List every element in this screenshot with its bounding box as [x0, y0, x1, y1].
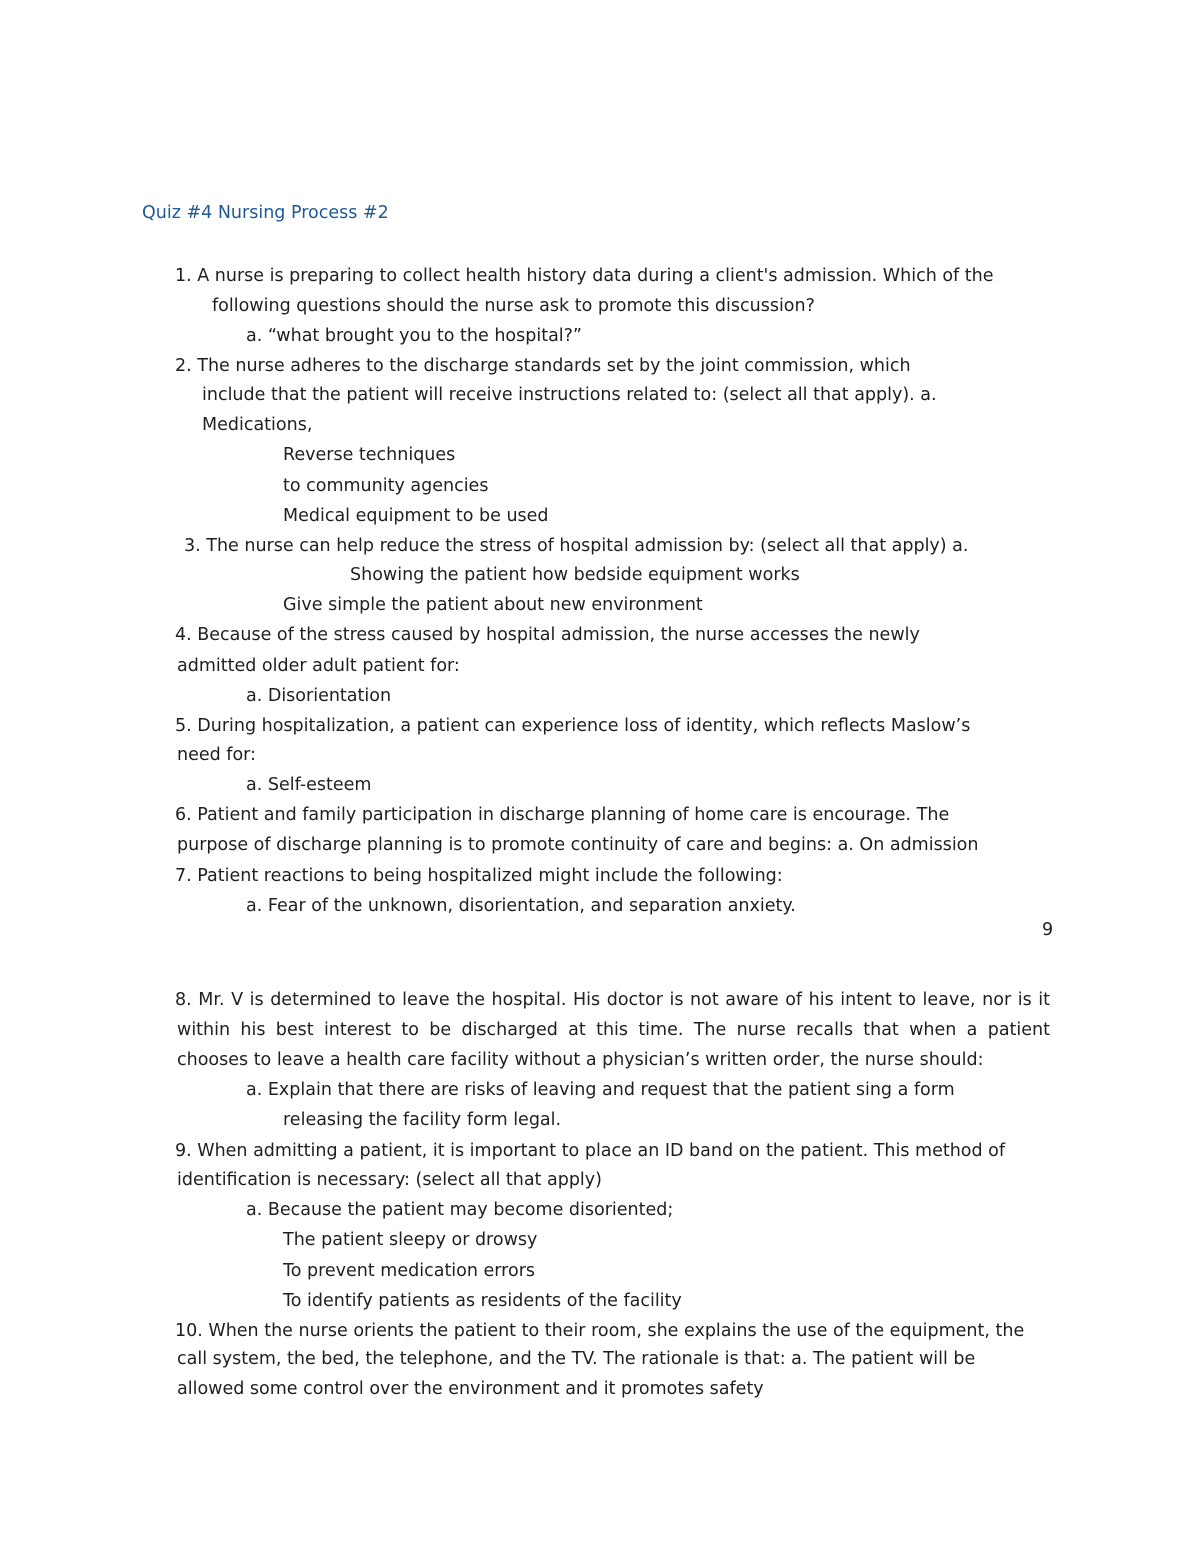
question-1-answer: a. “what brought you to the hospital?”: [246, 326, 583, 346]
question-8-line-1: 8. Mr. V is determined to leave the hospital. His doctor is not aware of his intent to leave, nor is it: [175, 990, 1050, 1010]
question-5-line-2: need for:: [177, 745, 256, 765]
question-2-line-1: 2. The nurse adheres to the discharge standards set by the joint commission, which: [175, 356, 911, 376]
question-2-answer-2: to community agencies: [283, 476, 489, 496]
question-9-answer-3: To prevent medication errors: [283, 1261, 536, 1281]
page-number: 9: [1042, 920, 1054, 940]
question-2-line-3: Medications,: [202, 415, 313, 435]
question-9-answer-2: The patient sleepy or drowsy: [283, 1230, 538, 1250]
question-2-answer-1: Reverse techniques: [283, 445, 456, 465]
question-7-line-1: 7. Patient reactions to being hospitalized might include the following:: [175, 866, 783, 886]
question-5-answer: a. Self-esteem: [246, 775, 372, 795]
question-9-line-2: identification is necessary: (select all that apply): [177, 1170, 602, 1190]
question-3-answer-1: Showing the patient how bedside equipment works: [350, 565, 800, 585]
question-8-line-2: within his best interest to be discharged at this time. The nurse recalls that when a patient: [177, 1020, 1050, 1040]
question-2-answer-3: Medical equipment to be used: [283, 506, 549, 526]
question-6-line-1: 6. Patient and family participation in discharge planning of home care is encourage. The: [175, 805, 950, 825]
question-10-line-2: call system, the bed, the telephone, and the TV. The rationale is that: a. The patient will be: [177, 1349, 976, 1369]
question-5-line-1: 5. During hospitalization, a patient can experience loss of identity, which reflects Maslow’s: [175, 716, 971, 736]
question-2-line-2: include that the patient will receive instructions related to: (select all that apply). a.: [202, 385, 937, 405]
question-4-line-2: admitted older adult patient for:: [177, 656, 460, 676]
question-1-line-2: following questions should the nurse ask to promote this discussion?: [212, 296, 815, 316]
question-10-line-3: allowed some control over the environment and it promotes safety: [177, 1379, 764, 1399]
question-1-line-1: 1. A nurse is preparing to collect health history data during a client's admission. Which of the: [175, 266, 994, 286]
document-title: Quiz #4 Nursing Process #2: [142, 203, 389, 223]
question-9-answer-4: To identify patients as residents of the facility: [283, 1291, 682, 1311]
question-3-answer-2: Give simple the patient about new environment: [283, 595, 703, 615]
question-10-line-1: 10. When the nurse orients the patient to their room, she explains the use of the equipment, the: [175, 1321, 1025, 1341]
question-4-line-1: 4. Because of the stress caused by hospital admission, the nurse accesses the newly: [175, 625, 920, 645]
question-8-answer-line-1: a. Explain that there are risks of leaving and request that the patient sing a form: [246, 1080, 955, 1100]
question-9-line-1: 9. When admitting a patient, it is important to place an ID band on the patient. This method of: [175, 1141, 1006, 1161]
question-9-answer-1: a. Because the patient may become disoriented;: [246, 1200, 674, 1220]
question-3-line-1: 3. The nurse can help reduce the stress of hospital admission by: (select all that apply) a.: [184, 536, 969, 556]
question-6-line-2: purpose of discharge planning is to promote continuity of care and begins: a. On admission: [177, 835, 979, 855]
question-8-answer-line-2: releasing the facility form legal.: [283, 1110, 562, 1130]
question-4-answer: a. Disorientation: [246, 686, 392, 706]
question-7-answer: a. Fear of the unknown, disorientation, and separation anxiety.: [246, 896, 796, 916]
question-8-line-3: chooses to leave a health care facility without a physician’s written order, the nurse should:: [177, 1050, 984, 1070]
